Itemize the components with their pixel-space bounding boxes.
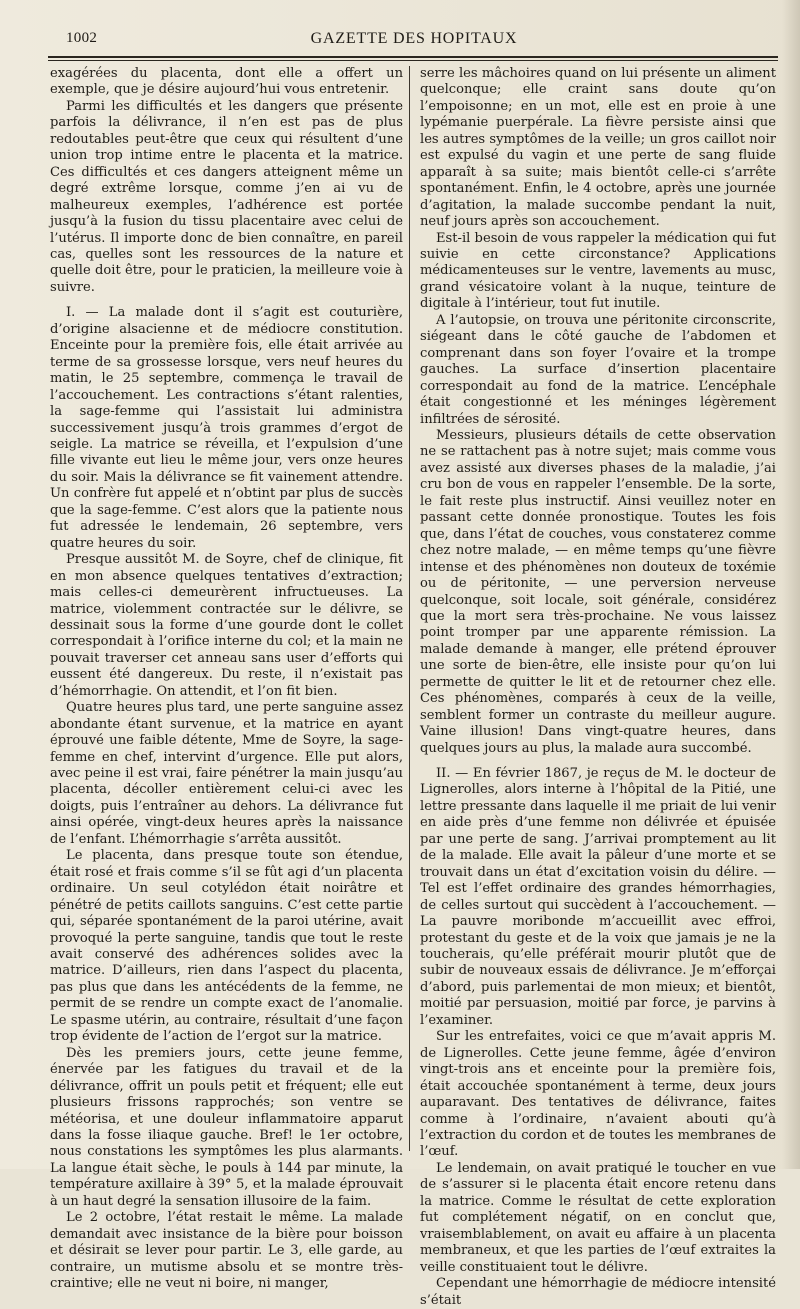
paragraph: Presque aussitôt M. de Soyre, chef de clinique, fit en mon absence quelques tentatives d’extraction; mais celles-ci demeurèrent infructueuses. La matrice, violemment contractée sur le délivre, se dessinait sous la forme d’une gourde dont le collet correspondait à l’orifice interne du col; et la main ne pouvait traverser cet anneau sans user d’efforts qui eussent été dangereux. Du reste, il n’existait pas d’hémorrhagie. On attendit, et l’on fit bien. — [50, 552, 403, 699]
paragraph: Le placenta, dans presque toute son étendue, était rosé et frais comme s’il se fût agi d’un placenta ordinaire. Un seul cotylédon était noirâtre et pénétré de petits caillots sanguins. C’est cette partie qui, séparée spontanément de la paroi utérine, avait provoqué la perte sanguine, tandis que tout le reste avait conservé des adhérences solides avec la matrice. D’ailleurs, rien dans l’aspect du placenta, pas plus que dans les antécédents de la femme, ne permit de se rendre un compte exact de l’anomalie. Le spasme utérin, au contraire, résultait d’une façon trop évidente de l’action de l’ergot sur la matrice. — [50, 848, 403, 1045]
paragraph: Le lendemain, on avait pratiqué le toucher en vue de s’assurer si le placenta était encore retenu dans la matrice. Comme le résultat de cette exploration fut complétement négatif, on en conclut que, vraisemblablement, on avait eu affaire à un placenta membraneux, et que les parties de l’œuf extraites la veille constituaient tout le délivre. — [420, 1160, 776, 1275]
running-header — [48, 28, 780, 52]
right-column — [420, 66, 776, 1308]
paragraph: I. — La malade dont il s’agit est couturière, d’origine alsacienne et de médiocre constitution. Enceinte pour la première fois, elle était arrivée au terme de sa grossesse lorsque, vers neuf heures du matin, le 25 septembre, commença le travail de l’accouchement. Les contractions s’étant ralenties, la sage-femme qui l’assistait lui administra successivement jusqu’à trois grammes d’ergot de seigle. La matrice se réveilla, et l’expulsion d’une fille vivante eut lieu le même jour, vers onze heures du soir. Mais la délivrance se fit vainement attendre. Un confrère fut appelé et n’obtint par plus de succès que la sage-femme. C’est alors que la patiente nous fut adressée le lendemain, 26 septembre, vers quatre heures du soir. — [50, 305, 403, 551]
paragraph: Cependant une hémorrhagie de médiocre intensité s’était — [420, 1276, 776, 1308]
paragraph: A l’autopsie, on trouva une péritonite circonscrite, siégeant dans le côté gauche de l’abdomen et comprenant dans son foyer l’ovaire et la trompe gauches. La surface d’insertion placentaire correspondait au fond de la matrice. L’encéphale était congestionné et les méninges légèrement infiltrées de sérosité. — [420, 312, 776, 427]
paragraph: Sur les entrefaites, voici ce que m’avait appris M. de Lignerolles. Cette jeune femme, âgée d’environ vingt-trois ans et enceinte pour la première fois, était accouchée spontanément à terme, deux jours auparavant. Des tentatives de délivrance, faites comme à l’ordinaire, n’avaient abouti qu’à l’extraction du cordon et de toutes les membranes de l’œuf. — [420, 1029, 776, 1160]
paragraph: II. — En février 1867, je reçus de M. le docteur de Lignerolles, alors interne à l’hôpital de la Pitié, une lettre pressante dans laquelle il me priait de lui venir en aide près d’une femme non délivrée et épuisée par une perte de sang. J’arrivai promptement au lit de la malade. Elle avait la pâleur d’une morte et se trouvait dans un état d’excitation voisin du délire. — Tel est l’effet ordinaire des grandes hémorrhagies, de celles surtout qui succèdent à l’accouchement. — La pauvre moribonde m’accueillit avec effroi, protestant du geste et de la voix que jamais je ne la toucherais, qu’elle préférait mourir plutôt que de subir de nouveaux essais de délivrance. Je m’efforçai d’abord, puis parlementai de mon mieux; et bientôt, moitié par persuasion, moitié par force, je parvins à l’examiner. — [420, 766, 776, 1028]
paragraph: Messieurs, plusieurs détails de cette observation ne se rattachent pas à notre sujet; mais comme vous avez assisté aux diverses phases de la maladie, j’ai cru bon de vous en rappeler l’ensemble. De la sorte, le fait reste plus instructif. Ainsi veuillez noter en passant cette donnée pronostique. Toutes les fois que, dans l’état de couches, vous constaterez comme chez notre malade, — en même temps qu’une fièvre intense et des phénomènes non douteux de toxémie ou de péritonite, — une perversion nerveuse quelconque, soit locale, soit générale, considérez que la mort sera très-prochaine. Ne vous laissez point tromper par une apparente rémission. La malade demande à manger, elle prétend éprouver une sorte de bien-être, elle insiste pour qu’on lui permette de quitter le lit et de retourner chez elle. Ces phénomènes, comparés à ceux de la veille, semblent former un contraste du meilleur augure. Vaine illusion! Dans vingt-quatre heures, dans quelques jours au plus, la malade aura succombé. — [420, 427, 776, 756]
page-edge-shadow — [782, 0, 800, 1169]
paragraph: Est-il besoin de vous rappeler la médication qui fut suivie en cette circonstance? Applications médicamenteuses sur le ventre, lavements au musc, grand vésicatoire volant à la nuque, teinture de digitale à l’intérieur, tout fut inutile. — [420, 230, 776, 312]
paragraph: Quatre heures plus tard, une perte sanguine assez abondante étant survenue, et la matrice en ayant éprouvé une faible détente, Mme de Soyre, la sage-femme en chef, intervint d’urgence. Elle put alors, avec peine il est vrai, faire pénétrer la main jusqu’au placenta, décoller entièrement celui-ci avec les doigts, puis l’entraîner au dehors. La délivrance fut ainsi opérée, vingt-deux heures après la naissance de l’enfant. L’hémorrhagie s’arrêta aussitôt. — [50, 700, 403, 847]
page-number: 1002 — [66, 30, 98, 46]
paragraph: Parmi les difficultés et les dangers que présente parfois la délivrance, il n’en est pas de plus redoutables peut-être que ceux qui résultent d’une union trop intime entre le placenta et la matrice. Ces difficultés et ces dangers atteignent même un degré extrême lorsque, comme j’en ai vu de malheureux exemples, l’adhérence est portée jusqu’à la fusion du tissu placentaire avec celui de l’utérus. Il importe donc de bien connaître, en pareil cas, quelles sont les ressources de la nature et quelle doit être, pour le praticien, la meilleure voie à suivre. — [50, 98, 403, 295]
column-divider — [409, 66, 410, 1151]
paragraph: Dès les premiers jours, cette jeune femme, énervée par les fatigues du travail et de la délivrance, offrit un pouls petit et fréquent; elle eut plusieurs frissons rapprochés; son ventre se météorisa, et une douleur inflammatoire apparut dans la fosse iliaque gauche. Bref! le 1er octobre, nous constations les symptômes les plus alarmants. La langue était sèche, le pouls à 144 par minute, la température axillaire à 39° 5, et la malade éprouvait à un haut degré la sensation illusoire de la faim. — [50, 1045, 403, 1209]
header-rule-thin — [48, 60, 778, 61]
journal-title: GAZETTE DES HOPITAUX — [310, 30, 518, 47]
left-column — [50, 66, 403, 1292]
header-rule — [48, 56, 778, 58]
paragraph: serre les mâchoires quand on lui présente un aliment quelconque; elle craint sans doute qu’on l’empoisonne; en un mot, elle est en proie à une lypémanie puerpérale. La fièvre persiste ainsi que les autres symptômes de la veille; un gros caillot noir est expulsé du vagin et une perte de sang fluide apparaît à sa suite; mais bientôt celle-ci s’arrête spontanément. Enfin, le 4 octobre, après une journée d’agitation, la malade succombe pendant la nuit, neuf jours après son accouchement. — [420, 66, 776, 230]
paragraph: Le 2 octobre, l’état restait le même. La malade demandait avec insistance de la bière pour boisson et désirait se lever pour partir. Le 3, elle garde, au contraire, un mutisme absolu et se montre très-craintive; elle ne veut ni boire, ni manger, — [50, 1210, 403, 1292]
paragraph: exagérées du placenta, dont elle a offert un exemple, que je désire aujourd’hui vous entretenir. — [50, 66, 403, 98]
